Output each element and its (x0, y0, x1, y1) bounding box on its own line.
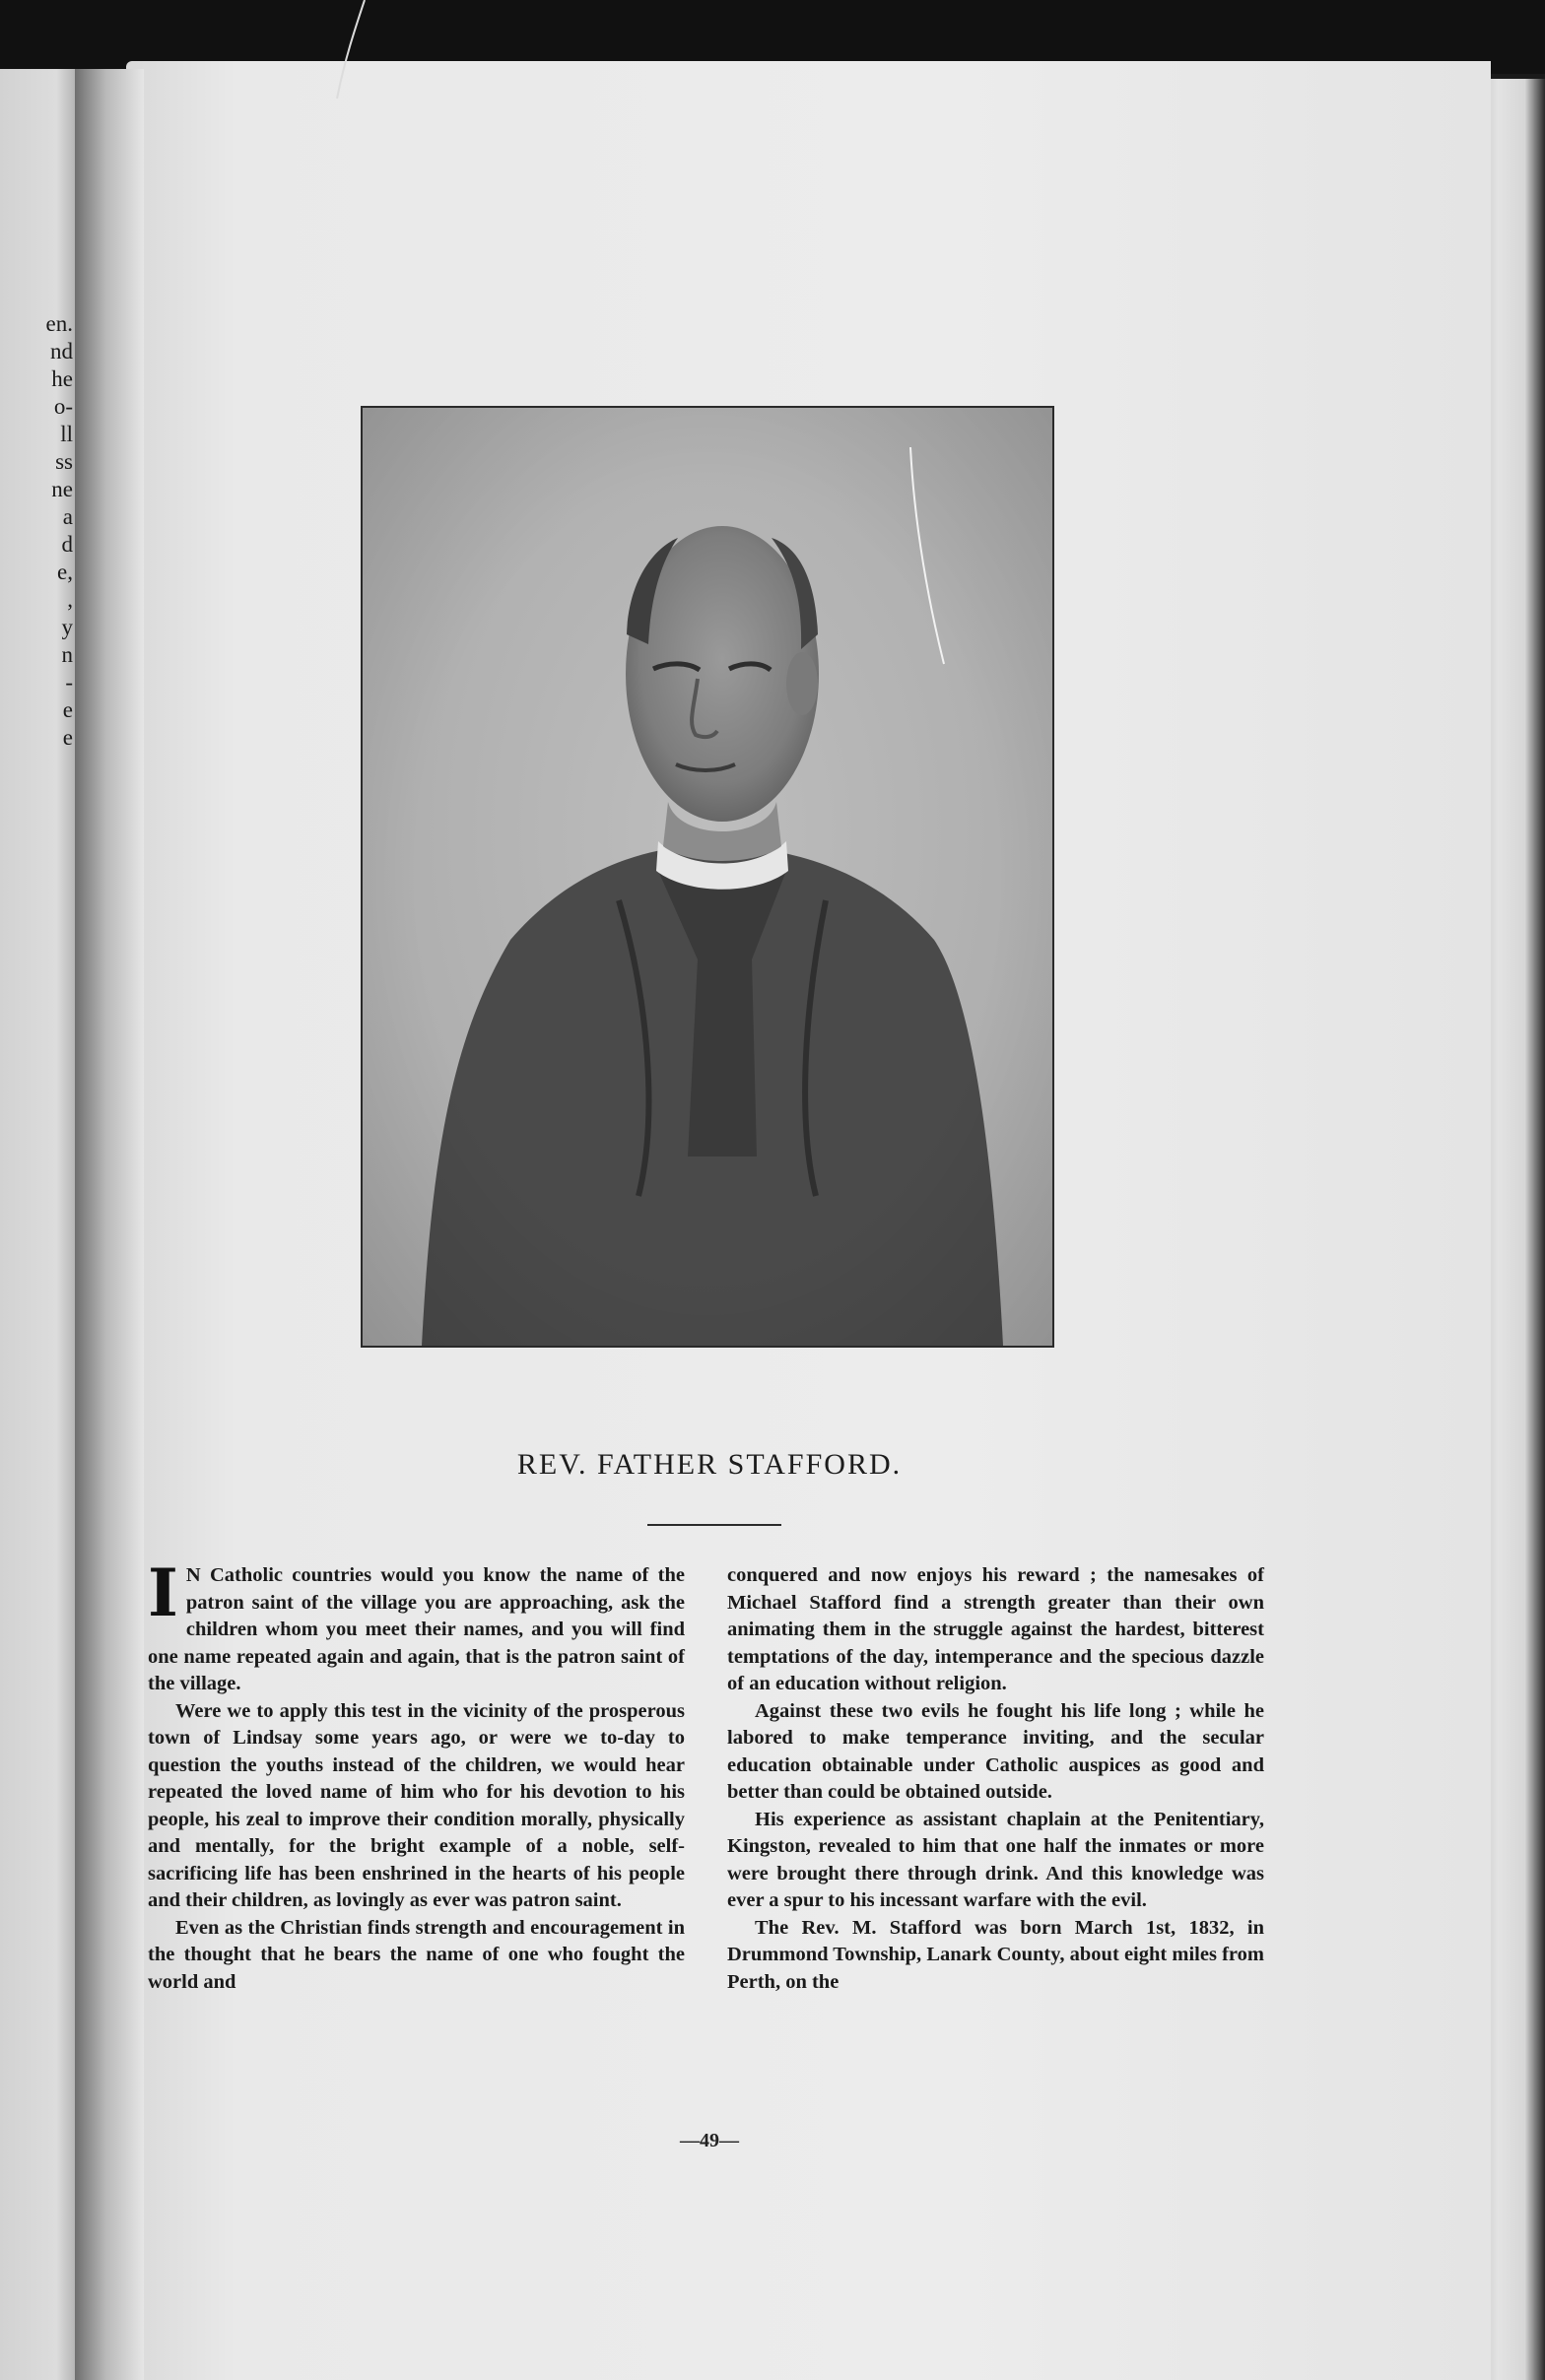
fragment: e (62, 725, 73, 750)
previous-page-text-fragments (34, 310, 73, 752)
paragraph: The Rev. M. Stafford was born March 1st, 1832, in Drummond Township, Lanark County, about eight miles from Perth, on the (727, 1916, 1264, 1993)
portrait-figure (363, 408, 1052, 1346)
paragraph-text: N Catholic countries would you know the name of the patron saint of the village you are approaching, ask the children whom you meet their names, and you will find one name repeated again and again, that is the patron saint of the village. (148, 1564, 685, 1694)
paragraph: His experience as assistant chaplain at the Penitentiary, Kingston, revealed to him that one half the inmates or more were brought there through drink. And this knowledge was ever a spur to his incessant warfare with the evil. (727, 1808, 1264, 1911)
fragment: , (67, 587, 73, 612)
fragment: ll (60, 422, 73, 446)
portrait-photograph (361, 406, 1054, 1348)
paragraph: Against these two evils he fought his life long ; while he labored to make temperance inviting, and the secular education obtainable under Catholic auspices as good and better than could be obtained outside. (727, 1699, 1264, 1803)
fragment: n (61, 642, 73, 667)
fragment: ss (55, 449, 73, 474)
gutter-shadow (75, 69, 144, 2380)
page-number: —49— (680, 2130, 739, 2151)
fragment: ne (51, 477, 73, 501)
paragraph: Even as the Christian finds strength and encouragement in the thought that he bears the name of one who fought the world and (148, 1916, 685, 1993)
previous-page-edge (0, 69, 81, 2380)
scan-scratch (325, 0, 384, 108)
fragment: e (62, 697, 73, 722)
fragment: - (65, 670, 73, 694)
fragment: o- (53, 394, 73, 419)
right-column (727, 1562, 1264, 1996)
fragment: e, (57, 560, 73, 584)
fragment: he (51, 366, 73, 391)
paragraph (148, 1554, 685, 1698)
drop-cap: I (148, 1554, 178, 1631)
left-column (148, 1554, 685, 1996)
fragment: a (62, 504, 73, 529)
paragraph: conquered and now enjoys his reward ; the namesakes of Michael Stafford find a strength greater than their own animating them in the struggle against the hardest, bitterest temptations of the day, intemperance and the specious dazzle of an education without religion. (727, 1564, 1264, 1694)
article-title: REV. FATHER STAFFORD. (516, 1448, 903, 1481)
fragment: d (61, 532, 73, 557)
title-divider (647, 1524, 781, 1526)
paragraph: Were we to apply this test in the vicinity of the prosperous town of Lindsay some years ago, or were we to-day to question the youths instead of the children, we would hear repeated the loved name of him who for his devotion to his people, his zeal to improve their condition morally, physically and mentally, for the bright example of a noble, self-sacrificing life has been enshrined in the hearts of his people and their children, as lovingly as ever was patron saint. (148, 1699, 685, 1911)
fragment: y (61, 615, 73, 639)
fragment: nd (50, 339, 73, 364)
fragment: en. (45, 311, 73, 336)
